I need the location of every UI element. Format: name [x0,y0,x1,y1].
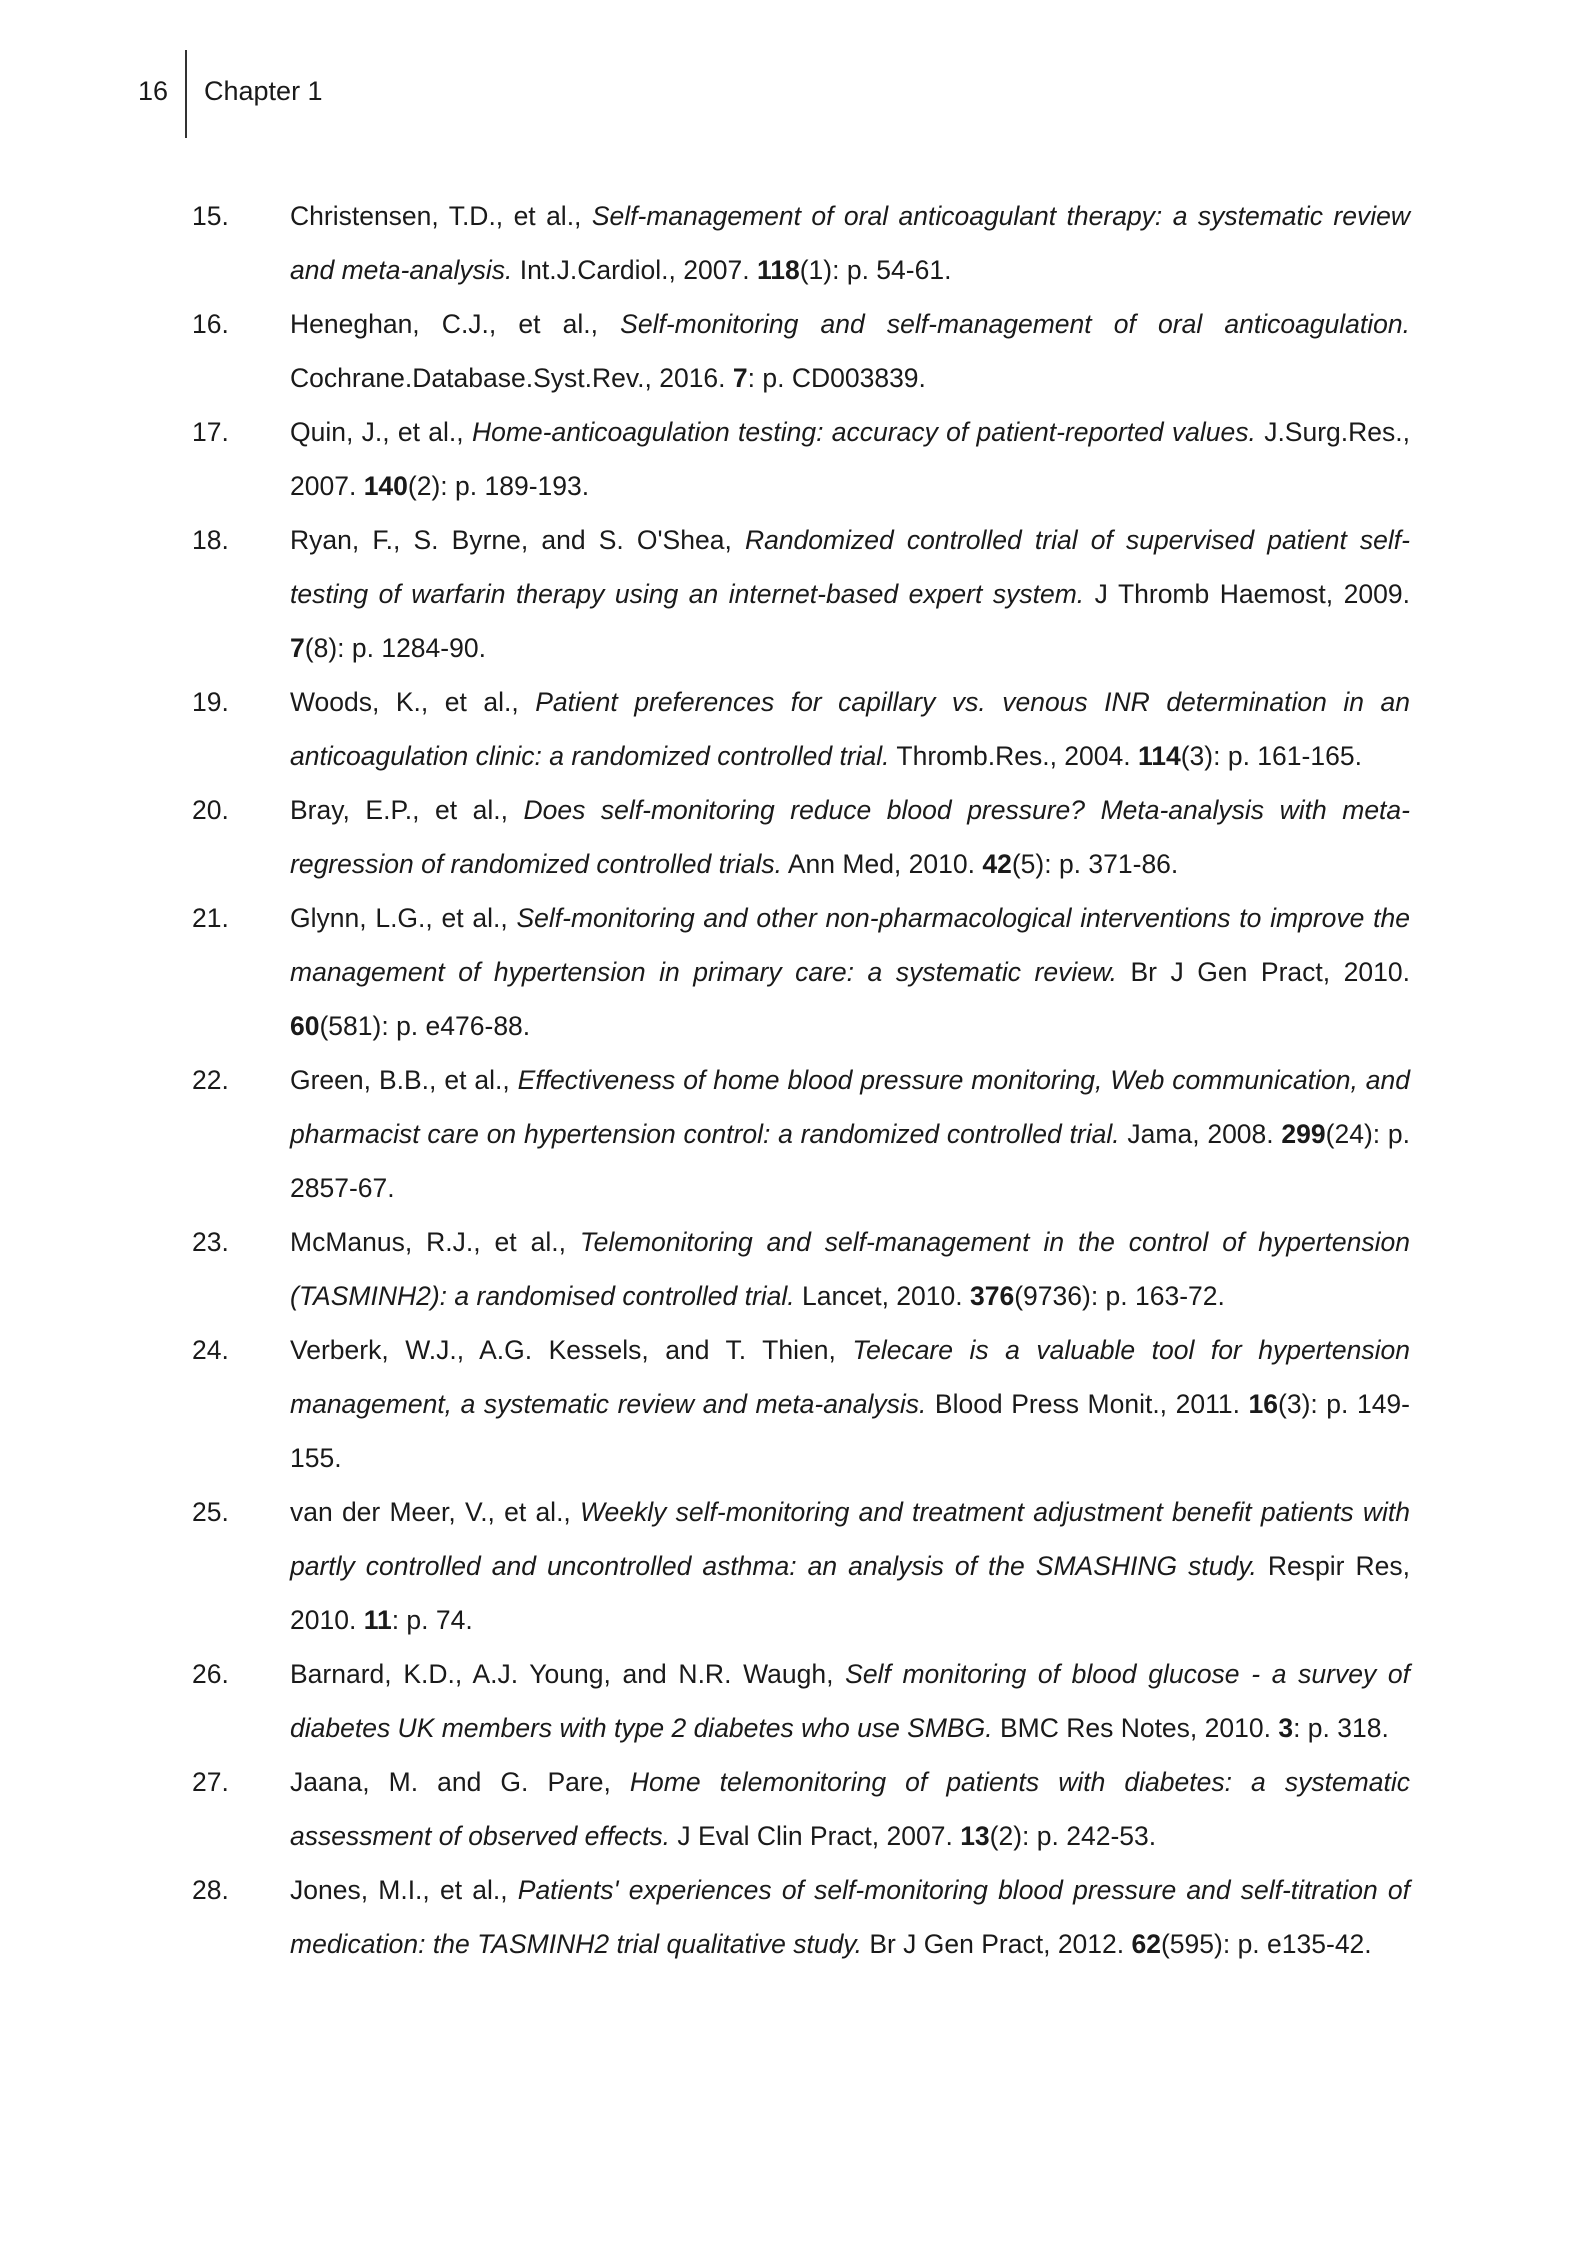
reference-number: 24. [192,1335,229,1365]
reference-title: Self-management of oral anticoagulant therapy: a systematic review and meta-analysis. [290,201,1410,285]
reference-item [0,1323,1410,1485]
reference-pages: (9736): p. 163-72. [1014,1281,1225,1311]
reference-title: Home telemonitoring of patients with diabetes: a systematic assessment of observed effects. [290,1767,1410,1851]
reference-pages: (595): p. e135-42. [1160,1929,1372,1959]
reference-journal: Br J Gen Pract, 2010. [1116,957,1410,987]
reference-pages: (3): p. 161-165. [1180,741,1362,771]
reference-volume: 118 [756,255,800,285]
reference-journal: Blood Press Monit., 2011. [926,1389,1249,1419]
reference-volume: 62 [1131,1929,1161,1959]
reference-title: Telemonitoring and self-management in the control of hypertension (TASMINH2): a randomised controlled trial. [290,1227,1410,1311]
reference-volume: 60 [290,1011,320,1041]
reference-text [290,1215,1410,1323]
reference-number: 18. [192,525,229,555]
reference-journal: Ann Med, 2010. [781,849,983,879]
reference-authors: Barnard, K.D., A.J. Young, and N.R. Waugh, [290,1659,846,1689]
reference-volume: 299 [1281,1119,1326,1149]
chapter-title: Chapter 1 [204,76,323,106]
reference-text [290,1485,1410,1647]
reference-item [0,1215,1410,1323]
reference-text [290,891,1410,1053]
reference-pages: (581): p. e476-88. [319,1011,531,1041]
reference-text [290,1323,1410,1485]
reference-item [0,1863,1410,1971]
reference-journal: Lancet, 2010. [794,1281,970,1311]
reference-item [0,513,1410,675]
reference-volume: 42 [982,849,1012,879]
page-header [0,0,1594,140]
reference-text [290,405,1410,513]
reference-item [0,189,1410,297]
reference-authors: Jones, M.I., et al., [290,1875,518,1905]
reference-pages: (24): p. 2857-67. [290,1119,1411,1203]
reference-text [290,1863,1410,1971]
reference-number: 16. [192,309,229,339]
reference-title: Weekly self-monitoring and treatment adjustment benefit patients with partly controlled and uncontrolled asthma: an analysis of the SMASHING study. [290,1497,1410,1581]
reference-item [0,675,1410,783]
reference-text [290,1053,1410,1215]
reference-journal: Thromb.Res., 2004. [889,741,1138,771]
reference-pages: (8): p. 1284-90. [304,633,486,663]
reference-number: 21. [192,903,229,933]
reference-volume: 140 [363,471,408,501]
reference-item [0,405,1410,513]
reference-authors: Woods, K., et al., [290,687,536,717]
reference-authors: McManus, R.J., et al., [290,1227,580,1257]
reference-journal: J.Surg.Res., 2007. [290,417,1410,501]
reference-volume: 16 [1248,1389,1278,1419]
reference-authors: Bray, E.P., et al., [290,795,524,825]
reference-title: Randomized controlled trial of supervised patient self-testing of warfarin therapy using an internet-based expert system. [290,525,1410,609]
reference-number: 22. [192,1065,229,1095]
reference-number: 17. [192,417,229,447]
reference-volume: 11 [363,1605,392,1635]
reference-pages: (3): p. 149-155. [290,1389,1410,1473]
reference-pages: : p. CD003839. [747,363,926,393]
reference-text [290,513,1410,675]
reference-pages: (1): p. 54-61. [799,255,952,285]
reference-authors: Glynn, L.G., et al., [290,903,517,933]
reference-authors: Christensen, T.D., et al., [290,201,592,231]
reference-item [0,1053,1410,1215]
reference-item [0,1485,1410,1647]
reference-title: Self monitoring of blood glucose - a survey of diabetes UK members with type 2 diabetes who use SMBG. [290,1659,1410,1743]
reference-title: Home-anticoagulation testing: accuracy of patient-reported values. [471,417,1256,447]
reference-item [0,297,1410,405]
reference-pages: (2): p. 242-53. [989,1821,1157,1851]
reference-journal: BMC Res Notes, 2010. [992,1713,1279,1743]
reference-number: 20. [192,795,229,825]
reference-volume: 114 [1137,741,1181,771]
reference-number: 15. [192,201,229,231]
reference-item [0,783,1410,891]
reference-title: Self-monitoring and other non-pharmacological interventions to improve the management of hypertension in primary care: a systematic review. [290,903,1410,987]
reference-volume: 3 [1278,1713,1294,1743]
reference-text [290,675,1410,783]
reference-number: 28. [192,1875,229,1905]
reference-authors: Jaana, M. and G. Pare, [290,1767,630,1797]
reference-pages: : p. 318. [1293,1713,1389,1743]
reference-title: Self-monitoring and self-management of oral anticoagulation. [620,309,1410,339]
reference-title: Effectiveness of home blood pressure monitoring, Web communication, and pharmacist care on hypertension control: a randomized controlled trial. [290,1065,1410,1149]
reference-authors: Verberk, W.J., A.G. Kessels, and T. Thien, [290,1335,853,1365]
reference-text [290,189,1410,297]
reference-item [0,1647,1410,1755]
reference-number: 23. [192,1227,229,1257]
reference-journal: Jama, 2008. [1119,1119,1282,1149]
reference-journal: Int.J.Cardiol., 2007. [512,255,757,285]
reference-text [290,1647,1410,1755]
reference-volume: 376 [970,1281,1015,1311]
reference-authors: van der Meer, V., et al., [290,1497,581,1527]
reference-pages: : p. 74. [391,1605,473,1635]
reference-number: 25. [192,1497,229,1527]
reference-title: Telecare is a valuable tool for hypertension management, a systematic review and meta-analysis. [290,1335,1410,1419]
reference-title: Patient preferences for capillary vs. venous INR determination in an anticoagulation clinic: a randomized controlled trial. [290,687,1410,771]
reference-journal: J Thromb Haemost, 2009. [1084,579,1410,609]
reference-authors: Quin, J., et al., [290,417,472,447]
reference-journal: Respir Res, 2010. [290,1551,1410,1635]
reference-volume: 7 [732,363,748,393]
reference-authors: Ryan, F., S. Byrne, and S. O'Shea, [290,525,745,555]
reference-authors: Heneghan, C.J., et al., [290,309,621,339]
reference-text [290,1755,1410,1863]
reference-volume: 13 [960,1821,990,1851]
header-divider [185,50,187,138]
page-number: 16 [138,76,169,106]
reference-volume: 7 [290,633,305,663]
reference-item [0,891,1410,1053]
reference-title: Does self-monitoring reduce blood pressure? Meta-analysis with meta-regression of randomized controlled trials. [290,795,1410,879]
reference-list [0,189,1594,1971]
reference-item [0,1755,1410,1863]
reference-text [290,297,1410,405]
reference-number: 26. [192,1659,229,1689]
reference-number: 27. [192,1767,229,1797]
reference-pages: (2): p. 189-193. [407,471,590,501]
reference-journal: Br J Gen Pract, 2012. [861,1929,1132,1959]
reference-text [290,783,1410,891]
reference-journal: Cochrane.Database.Syst.Rev., 2016. [290,363,733,393]
reference-journal: J Eval Clin Pract, 2007. [670,1821,961,1851]
reference-pages: (5): p. 371-86. [1011,849,1179,879]
reference-number: 19. [192,687,229,717]
reference-authors: Green, B.B., et al., [290,1065,518,1095]
reference-title: Patients' experiences of self-monitoring blood pressure and self-titration of medication: the TASMINH2 trial qualitative study. [290,1875,1410,1959]
